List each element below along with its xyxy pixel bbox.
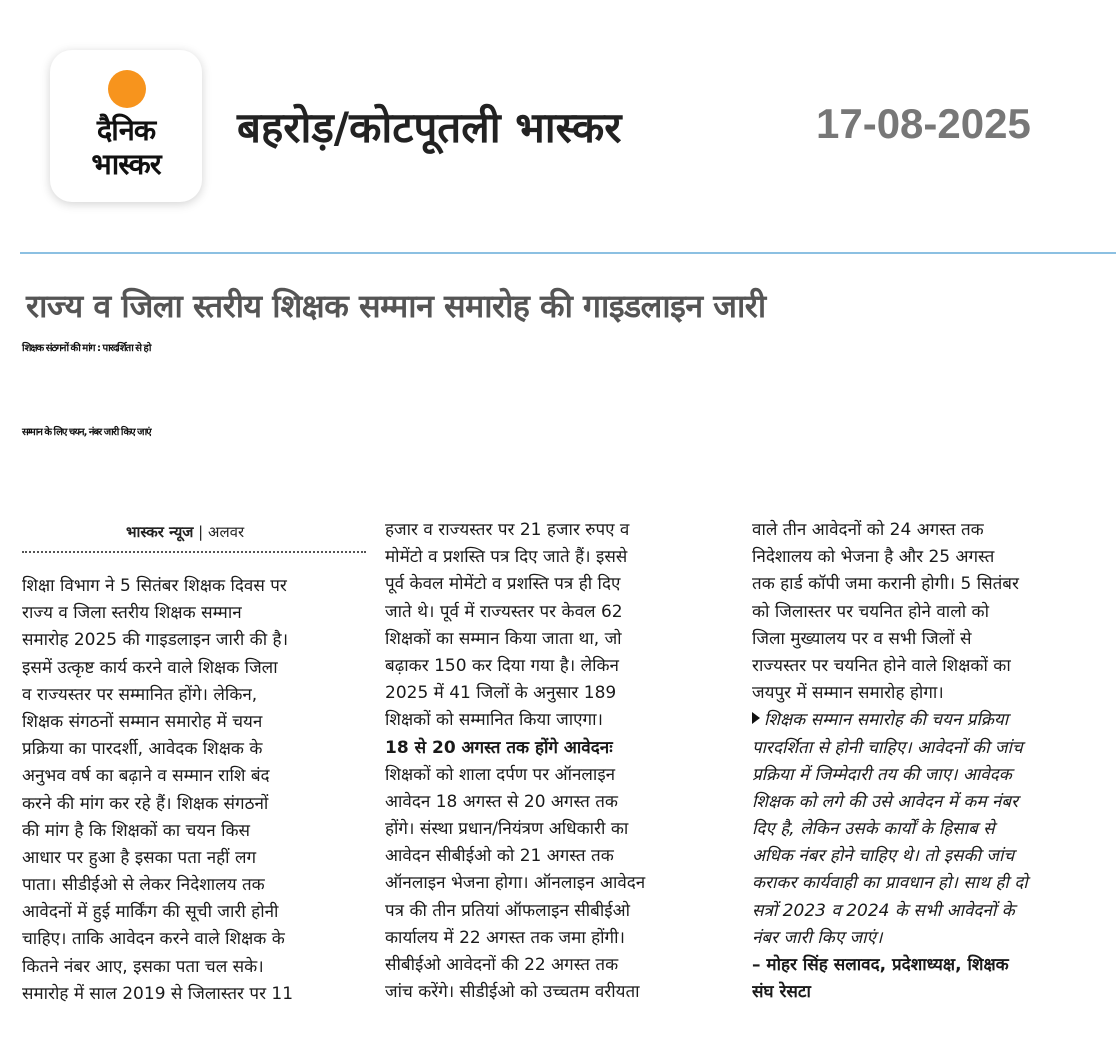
text-line: आधार पर हुआ है इसका पता नहीं लग xyxy=(22,847,257,868)
text-line: पाता। सीडीईओ से लेकर निदेशालय तक xyxy=(22,875,265,896)
quote-attribution-line2: संघ रेसटा xyxy=(752,982,811,1003)
headline-line2: सम्मान के लिए चयन, नंबर जारी किए जाएं xyxy=(22,427,151,438)
text-line: हजार व राज्यस्तर पर 21 हजार रुपए व xyxy=(385,520,630,540)
text-line: शिक्षा विभाग ने 5 सितंबर शिक्षक दिवस पर xyxy=(22,576,287,596)
text-line: शिक्षकों को शाला दर्पण पर ऑनलाइन xyxy=(385,764,616,785)
article-kicker: राज्य व जिला स्तरीय शिक्षक सम्मान समारोह की गाइडलाइन जारी xyxy=(26,287,766,325)
text-line: इसमें उत्कृष्ट कार्य करने वाले शिक्षक जिला xyxy=(22,657,278,678)
quote-attribution-line1: – मोहर सिंह सलावद, प्रदेशाध्यक्ष, शिक्षक xyxy=(752,955,1009,975)
text-line: होंगे। संस्था प्रधान/नियंत्रण अधिकारी का xyxy=(385,819,629,840)
text-line: वाले तीन आवेदनों को 24 अगस्त तक xyxy=(752,520,984,540)
text-line: 2025 में 41 जिलों के अनुसार 189 xyxy=(385,683,617,704)
text-line: शिक्षक सम्मान समारोह की चयन प्रक्रिया xyxy=(764,710,1009,731)
text-line: सीबीईओ आवेदनों की 22 अगस्त तक xyxy=(385,955,619,975)
text-line: कितने नंबर आए, इसका पता चल सके। xyxy=(22,956,264,977)
text-line: समारोह 2025 की गाइडलाइन जारी की है। xyxy=(22,630,289,651)
edition-title: बहरोड़/कोटपूतली भास्कर xyxy=(237,103,622,152)
text-line: शिक्षकों का सम्मान किया जाता था, जो xyxy=(385,628,622,649)
column-subhead: 18 से 20 अगस्त तक होंगे आवेदनः xyxy=(385,737,613,758)
text-line: अनुभव वर्ष का बढ़ाने व सम्मान राशि बंद xyxy=(22,766,270,787)
text-line: अधिक नंबर होने चाहिए थे। तो इसकी जांच xyxy=(752,846,1015,867)
text-line: मोमेंटो व प्रशस्ति पत्र दिए जाते हैं। इससे xyxy=(385,547,628,568)
text-line: शिक्षक को लगे की उसे आवेदन में कम नंबर xyxy=(752,791,1019,812)
text-line: कराकर कार्यवाही का प्रावधान हो। साथ ही दो xyxy=(752,873,1028,894)
text-line: नंबर जारी किए जाएं। xyxy=(752,927,883,948)
text-line: को जिलास्तर पर चयनित होने वालो को xyxy=(752,601,989,622)
quote-marker-icon xyxy=(752,712,760,724)
header-divider xyxy=(20,252,1116,254)
quote-block xyxy=(752,707,1096,952)
text-line: पत्र की तीन प्रतियां ऑफलाइन सीबीईओ xyxy=(385,900,631,921)
article-column-2 xyxy=(385,517,729,1006)
text-line: आवेदन 18 अगस्त से 20 अगस्त तक xyxy=(385,791,618,812)
text-line: प्रक्रिया में जिम्मेदारी तय की जाए। आवेदक xyxy=(752,764,1012,785)
byline-source: भास्कर न्यूज xyxy=(126,523,194,541)
text-line: शिक्षक संगठनों सम्मान समारोह में चयन xyxy=(22,711,263,732)
text-line: जयपुर में सम्मान समारोह होगा। xyxy=(752,683,944,704)
text-line xyxy=(752,707,1096,734)
logo-text-line2: भास्कर xyxy=(91,147,161,181)
byline-place: अलवर xyxy=(208,523,245,541)
byline: भास्कर न्यूज | अलवर xyxy=(126,523,245,541)
text-line: निदेशालय को भेजना है और 25 अगस्त xyxy=(752,547,995,568)
text-line: सत्रों 2023 व 2024 के सभी आवेदनों के xyxy=(752,900,1015,921)
text-line: शिक्षकों को सम्मानित किया जाएगा। xyxy=(385,710,603,731)
text-line: दिए है, लेकिन उसके कार्यों के हिसाब से xyxy=(752,819,995,840)
article-column-3 xyxy=(752,517,1096,1006)
article-column-1 xyxy=(22,573,366,1008)
text-line: व राज्यस्तर पर सम्मानित होंगे। लेकिन, xyxy=(22,684,258,705)
text-line: पारदर्शिता से होनी चाहिए। आवेदनों की जांच xyxy=(752,737,1023,758)
text-line: आवेदनों में हुई मार्किंग की सूची जारी होनी xyxy=(22,902,279,923)
text-line: पूर्व केवल मोमेंटो व प्रशस्ति पत्र ही दिए xyxy=(385,574,621,595)
text-line: जाते थे। पूर्व में राज्यस्तर पर केवल 62 xyxy=(385,601,623,622)
text-line: प्रक्रिया का पारदर्शी, आवेदक शिक्षक के xyxy=(22,739,263,760)
text-line: ऑनलाइन भेजना होगा। ऑनलाइन आवेदन xyxy=(385,873,646,894)
text-line: बढ़ाकर 150 कर दिया गया है। लेकिन xyxy=(385,655,619,676)
text-line: जिला मुख्यालय पर व सभी जिलों से xyxy=(752,628,972,649)
text-line: की मांग है कि शिक्षकों का चयन किस xyxy=(22,820,251,841)
logo-text-line1: दैनिक xyxy=(96,113,156,147)
text-line: राज्य व जिला स्तरीय शिक्षक सम्मान xyxy=(22,603,242,624)
text-line: समारोह में साल 2019 से जिलास्तर पर 11 xyxy=(22,983,294,1004)
headline-line1: शिक्षक संठगनों की मांग : पारदर्शिता से हो xyxy=(22,343,151,354)
text-line: तक हार्ड कॉपी जमा करानी होगी। 5 सितंबर xyxy=(752,574,1019,595)
edition-date: 17-08-2025 xyxy=(816,100,1031,147)
text-line: राज्यस्तर पर चयनित होने वाले शिक्षकों का xyxy=(752,655,1011,676)
sun-icon xyxy=(108,70,146,108)
newspaper-logo xyxy=(50,50,202,202)
text-line: चाहिए। ताकि आवेदन करने वाले शिक्षक के xyxy=(22,929,285,950)
text-line: आवेदन सीबीईओ को 21 अगस्त तक xyxy=(385,846,614,867)
text-line: करने की मांग कर रहे हैं। शिक्षक संगठनों xyxy=(22,793,269,814)
byline-divider xyxy=(22,551,366,553)
text-line: कार्यालय में 22 अगस्त तक जमा होंगी। xyxy=(385,927,625,948)
text-line: जांच करेंगे। सीडीईओ को उच्चतम वरीयता xyxy=(385,982,640,1003)
